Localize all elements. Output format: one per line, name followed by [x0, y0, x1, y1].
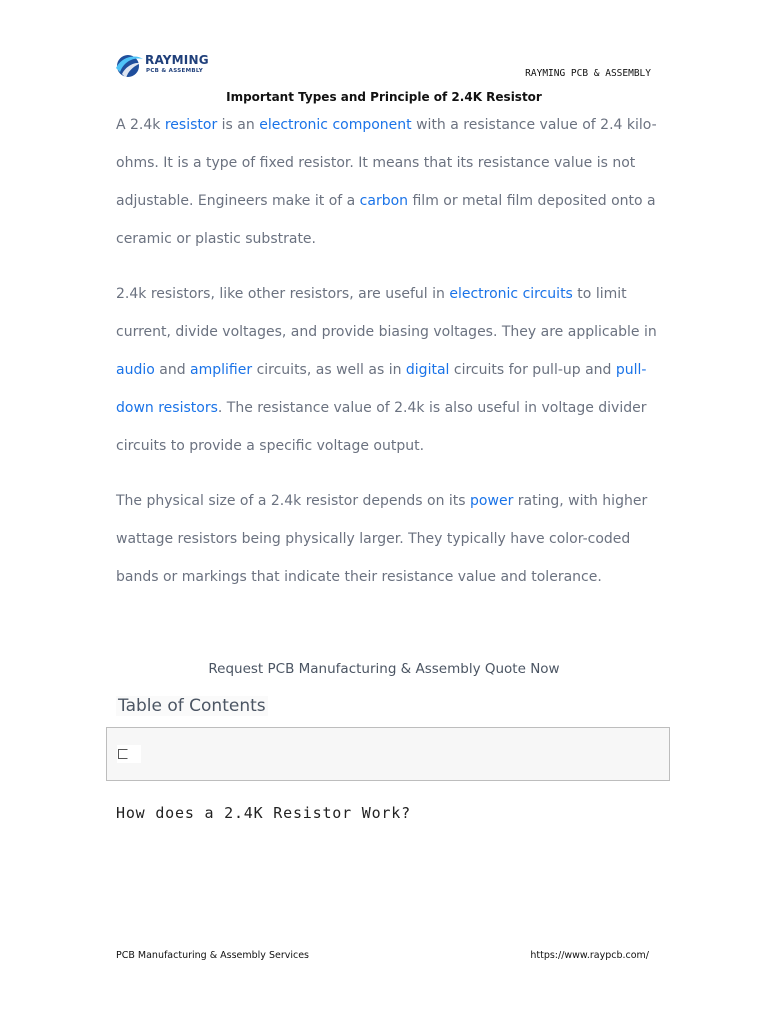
- link-resistor[interactable]: resistor: [164, 117, 218, 133]
- toc-container: [106, 727, 670, 781]
- link-power[interactable]: power: [470, 493, 514, 509]
- text-run: to limit current, divide voltages, and provide biasing voltages. They are applicable in: [116, 286, 657, 340]
- logo-name: RAYMING: [145, 53, 209, 67]
- text-run: . The resistance value of 2.4k is also useful in voltage divider circuits to provide a specific voltage output.: [116, 400, 647, 454]
- footer-services: PCB Manufacturing & Assembly Services: [116, 950, 310, 961]
- text-run: circuits, as well as in: [252, 362, 406, 378]
- text-run: is an: [217, 117, 260, 133]
- text-run: and: [154, 362, 191, 378]
- text-run: circuits for pull-up and: [449, 362, 616, 378]
- paragraph-physical-size: [116, 482, 661, 596]
- paragraph-intro: [116, 106, 661, 258]
- text-run: A 2.4k: [116, 117, 165, 133]
- text-run: rating, with higher wattage resistors being physically larger. They typically have color-coded bands or markings that indicate their resistance value and tolerance.: [116, 493, 648, 585]
- link-amplifier[interactable]: amplifier: [190, 362, 253, 378]
- rayming-logo: [114, 52, 224, 80]
- paragraph-applications: [116, 275, 661, 465]
- link-electronic-circuits[interactable]: electronic circuits: [449, 286, 573, 302]
- text-run: film or metal film deposited onto a ceramic or plastic substrate.: [116, 193, 656, 247]
- logo-subtitle: PCB & ASSEMBLY: [146, 68, 204, 74]
- link-carbon[interactable]: carbon: [359, 193, 409, 209]
- document-title: Important Types and Principle of 2.4K Resistor: [226, 90, 542, 104]
- link-pull-down-resistors[interactable]: pull-down resistors: [116, 362, 647, 416]
- text-run: with a resistance value of 2.4 kilo-ohms. It is a type of fixed resistor. It means that its resistance value is not adjustable. Engineers make it of a: [116, 117, 657, 209]
- footer-url[interactable]: https://www.raypcb.com/: [530, 950, 649, 961]
- link-digital[interactable]: digital: [405, 362, 450, 378]
- header-company-name: RAYMING PCB & ASSEMBLY: [525, 68, 651, 79]
- toc-title: Table of Contents: [118, 696, 266, 716]
- checkbox-icon: [118, 749, 128, 759]
- toc-toggle-button[interactable]: [117, 745, 141, 763]
- link-audio[interactable]: audio: [116, 362, 155, 378]
- section-heading: How does a 2.4K Resistor Work?: [116, 804, 411, 822]
- rayming-swoosh-icon: [114, 52, 144, 80]
- link-electronic-component[interactable]: electronic component: [259, 117, 412, 133]
- text-run: 2.4k resistors, like other resistors, are useful in: [116, 286, 450, 302]
- text-run: The physical size of a 2.4k resistor depends on its: [116, 493, 471, 509]
- request-quote-link[interactable]: Request PCB Manufacturing & Assembly Quote Now: [208, 661, 560, 677]
